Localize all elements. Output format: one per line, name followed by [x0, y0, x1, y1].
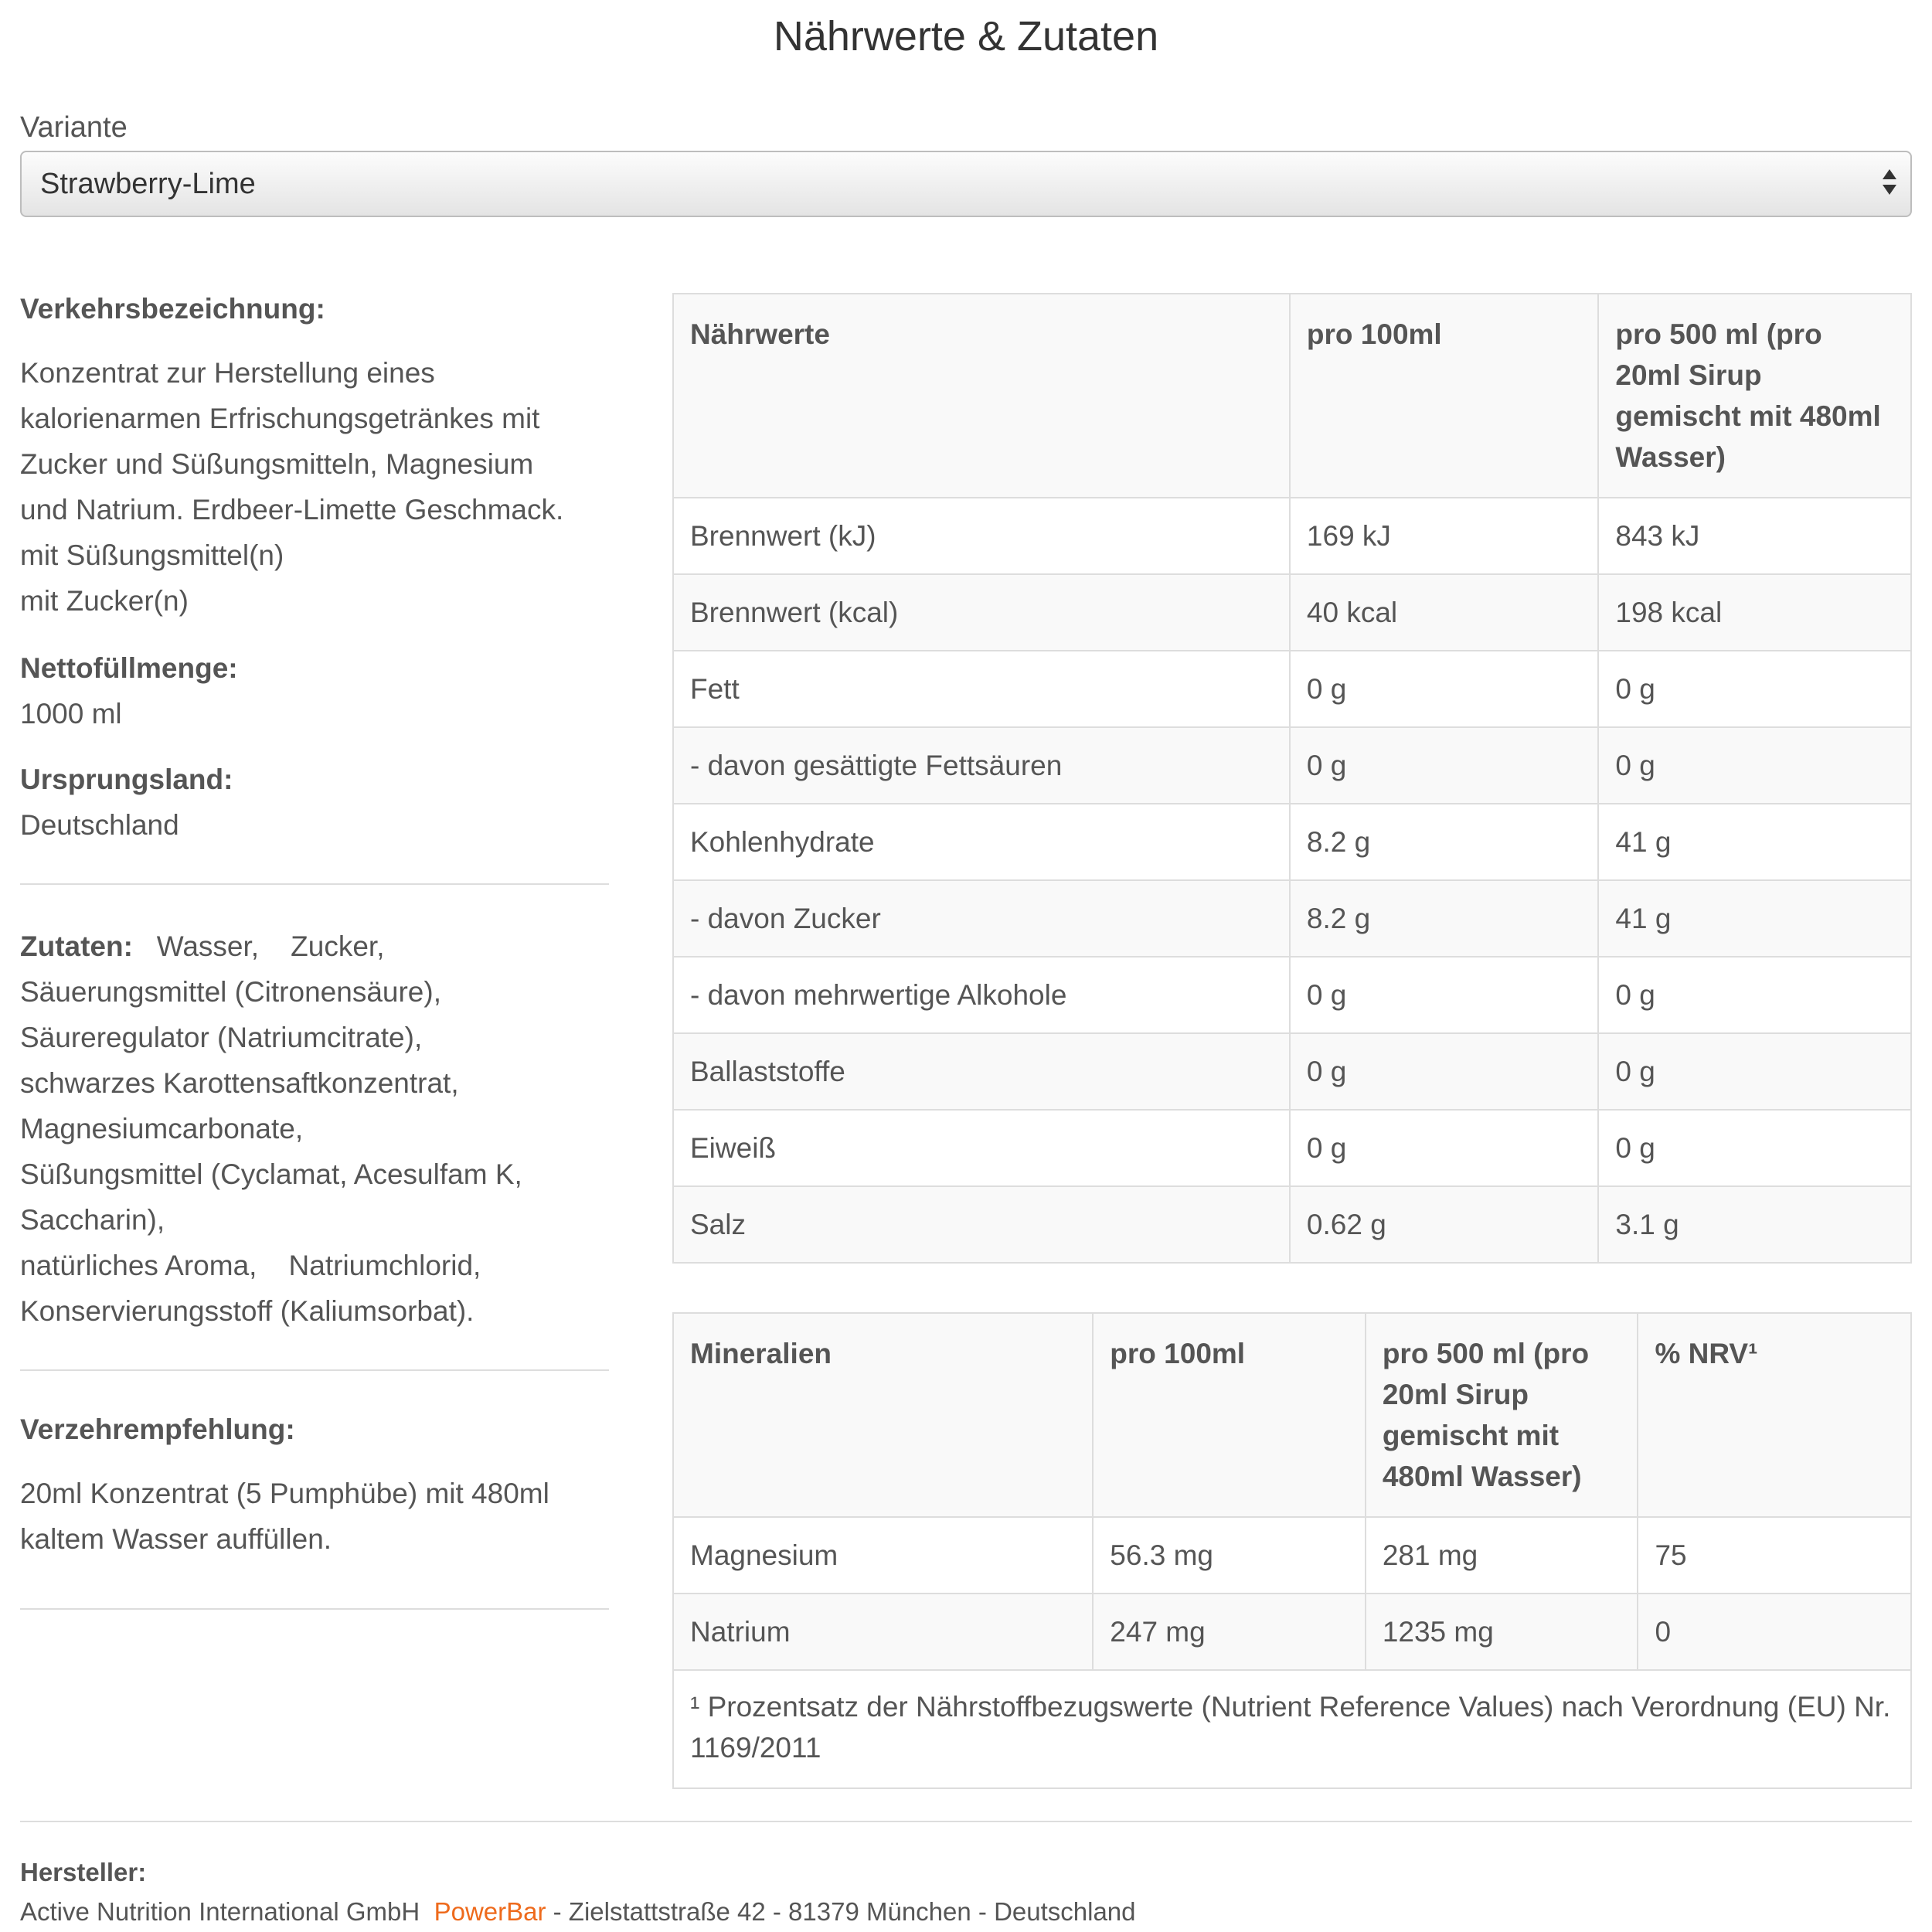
text-line: Zucker und Süßungsmitteln, Magnesium [20, 448, 534, 480]
column-header: Mineralien [673, 1313, 1093, 1517]
ursprung-value: Deutschland [20, 809, 179, 841]
table-row [673, 1517, 1911, 1594]
table-row [673, 1186, 1911, 1263]
verkehrsbezeichnung-label: Verkehrsbezeichnung: [20, 293, 325, 325]
mineralien-table [672, 1312, 1912, 1789]
table-cell: 198 kcal [1598, 574, 1911, 651]
table-cell: 0 g [1598, 957, 1911, 1033]
table-cell: 0 g [1598, 1033, 1911, 1110]
text-line: Konzentrat zur Herstellung eines [20, 357, 435, 389]
text-line: mit Süßungsmittel(n) [20, 539, 284, 571]
table-cell: 0 g [1598, 727, 1911, 804]
table-header-row [673, 1313, 1911, 1517]
hersteller-label: Hersteller: [20, 1858, 147, 1886]
table-row [673, 880, 1911, 957]
column-header: pro 100ml [1290, 294, 1598, 498]
table-cell: 75 [1638, 1517, 1911, 1594]
table-row [673, 498, 1911, 574]
table-cell: 3.1 g [1598, 1186, 1911, 1263]
variant-select[interactable] [20, 151, 1912, 217]
table-cell: Ballaststoffe [673, 1033, 1290, 1110]
column-header: pro 100ml [1093, 1313, 1366, 1517]
table-row [673, 1033, 1911, 1110]
table-cell: 0 g [1598, 1110, 1911, 1186]
brand-link[interactable]: PowerBar [434, 1897, 546, 1926]
text-line: schwarzes Karottensaftkonzentrat, [20, 1067, 459, 1099]
product-info [20, 286, 609, 1610]
text-line: Saccharin), [20, 1204, 165, 1236]
table-cell: 0 g [1290, 651, 1598, 727]
table-cell: Magnesium [673, 1517, 1093, 1594]
text-line: Konservierungsstoff (Kaliumsorbat). [20, 1295, 474, 1327]
netto-value: 1000 ml [20, 698, 122, 730]
table-cell: 41 g [1598, 804, 1911, 880]
naehrwerte-table [672, 293, 1912, 1264]
text-line: und Natrium. Erdbeer-Limette Geschmack. [20, 494, 564, 526]
variant-selected-value: Strawberry-Lime [40, 168, 256, 200]
table-cell: 1235 mg [1366, 1594, 1638, 1670]
hersteller-info [20, 1894, 1136, 1930]
table-cell: 0 g [1290, 1033, 1598, 1110]
table-cell: 8.2 g [1290, 880, 1598, 957]
text-line: Süßungsmittel (Cyclamat, Acesulfam K, [20, 1158, 522, 1190]
hersteller-company: Active Nutrition International GmbH [20, 1897, 420, 1926]
text-line: mit Zucker(n) [20, 585, 189, 617]
column-header: % NRV¹ [1638, 1313, 1911, 1517]
table-row [673, 1110, 1911, 1186]
verkehrsbezeichnung-text [20, 350, 609, 624]
verzehr-text [20, 1471, 609, 1562]
table-cell: Brennwert (kcal) [673, 574, 1290, 651]
table-row [673, 804, 1911, 880]
table-row [673, 574, 1911, 651]
table-cell: 0 g [1598, 651, 1911, 727]
table-cell: Brennwert (kJ) [673, 498, 1290, 574]
text-line: Magnesiumcarbonate, [20, 1113, 304, 1145]
table-cell: - davon mehrwertige Alkohole [673, 957, 1290, 1033]
netto-label: Nettofüllmenge: [20, 652, 238, 684]
table-row [673, 957, 1911, 1033]
table-cell: Eiweiß [673, 1110, 1290, 1186]
text-line: kaltem Wasser auffüllen. [20, 1523, 332, 1555]
select-arrows-icon [1883, 166, 1898, 202]
divider [20, 1608, 609, 1610]
column-header: pro 500 ml (pro 20ml Sirup gemischt mit 480ml Wasser) [1366, 1313, 1638, 1517]
table-cell: Natrium [673, 1594, 1093, 1670]
column-header: Nährwerte [673, 294, 1290, 498]
table-cell: 843 kJ [1598, 498, 1911, 574]
table-cell: 41 g [1598, 880, 1911, 957]
table-cell: 0 g [1290, 957, 1598, 1033]
table-row [673, 651, 1911, 727]
table-cell: - davon gesättigte Fettsäuren [673, 727, 1290, 804]
table-cell: 281 mg [1366, 1517, 1638, 1594]
table-cell: 56.3 mg [1093, 1517, 1366, 1594]
divider [20, 1821, 1912, 1822]
text-line: Wasser, Zucker, [156, 930, 385, 962]
zutaten-block [20, 923, 609, 1334]
text-line: Säureregulator (Natriumcitrate), [20, 1022, 423, 1053]
text-line: kalorienarmen Erfrischungsgetränkes mit [20, 403, 540, 434]
column-header: pro 500 ml (pro 20ml Sirup gemischt mit 480ml Wasser) [1598, 294, 1911, 498]
table-cell: - davon Zucker [673, 880, 1290, 957]
table-cell: Kohlenhydrate [673, 804, 1290, 880]
zutaten-label: Zutaten: [20, 930, 133, 962]
table-row [673, 1594, 1911, 1670]
text-line: natürliches Aroma, Natriumchlorid, [20, 1250, 481, 1281]
table-cell: 40 kcal [1290, 574, 1598, 651]
table-cell: 0.62 g [1290, 1186, 1598, 1263]
divider [20, 883, 609, 885]
divider [20, 1369, 609, 1371]
hersteller-address: - Zielstattstraße 42 - 81379 München - Deutschland [553, 1897, 1136, 1926]
table-cell: Salz [673, 1186, 1290, 1263]
table-row [673, 1670, 1911, 1788]
table-cell: 0 g [1290, 1110, 1598, 1186]
table-cell: 247 mg [1093, 1594, 1366, 1670]
text-line: 20ml Konzentrat (5 Pumphübe) mit 480ml [20, 1478, 549, 1509]
page-title: Nährwerte & Zutaten [773, 13, 1159, 60]
table-cell: 8.2 g [1290, 804, 1598, 880]
variant-label: Variante [20, 111, 128, 144]
table-header-row [673, 294, 1911, 498]
table-cell: Fett [673, 651, 1290, 727]
text-line: Säuerungsmittel (Citronensäure), [20, 976, 441, 1008]
table-cell: 169 kJ [1290, 498, 1598, 574]
ursprung-label: Ursprungsland: [20, 764, 233, 795]
verzehr-label: Verzehrempfehlung: [20, 1413, 295, 1445]
table-cell: 0 g [1290, 727, 1598, 804]
table-cell: 0 [1638, 1594, 1911, 1670]
footnote: ¹ Prozentsatz der Nährstoffbezugswerte (Nutrient Reference Values) nach Verordnung (EU) Nr. 1169/2011 [673, 1670, 1911, 1788]
table-row [673, 727, 1911, 804]
